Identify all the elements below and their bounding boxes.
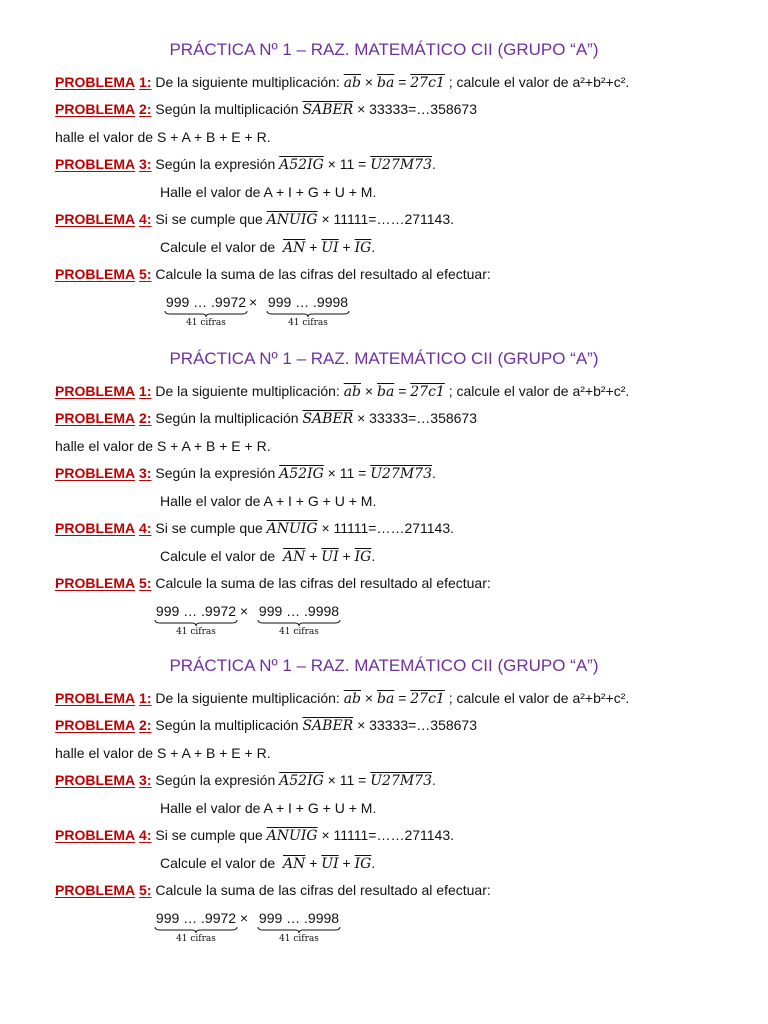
problem-number: 3 bbox=[139, 465, 147, 481]
math-u27m73: U27M73 bbox=[370, 466, 432, 482]
problem-text: Si se cumple que bbox=[155, 211, 263, 227]
problem-3-continuation: Halle el valor de A + I + G + U + M. bbox=[160, 800, 377, 816]
math-anuig: ANUIG bbox=[266, 521, 318, 537]
digit-count-label: 41 cifras bbox=[176, 627, 216, 637]
math-an: $\overline{AN}$ bbox=[282, 549, 306, 565]
period: . bbox=[432, 772, 436, 788]
math-saber: SABER bbox=[302, 718, 354, 734]
problem-2 bbox=[55, 409, 477, 428]
factor-number: 999 … .9972 bbox=[165, 294, 247, 310]
problem-colon: : bbox=[146, 575, 152, 591]
problem-number: 4 bbox=[139, 827, 147, 843]
problem-text: Calcule el valor de bbox=[160, 548, 276, 564]
problem-colon: : bbox=[146, 717, 152, 733]
problem-colon: : bbox=[146, 156, 152, 172]
math-ig: $\overline{IG}$ bbox=[354, 240, 372, 256]
math-ba: $\overline{ba}$ bbox=[376, 384, 395, 400]
math-a52ig: A52IG bbox=[279, 773, 324, 789]
digit-count-label: 41 cifras bbox=[279, 627, 319, 637]
problem-number: 5 bbox=[139, 266, 147, 282]
problem-number: 3 bbox=[139, 772, 147, 788]
problem-label: PROBLEMA bbox=[55, 827, 136, 843]
problem-label: PROBLEMA bbox=[55, 520, 136, 536]
underbrace-icon bbox=[257, 619, 341, 627]
problem-number: 1 bbox=[139, 690, 147, 706]
math-ig: $\overline{IG}$ bbox=[354, 549, 372, 565]
problem-colon: : bbox=[146, 520, 152, 536]
problem-5 bbox=[55, 574, 491, 592]
times-sign: × bbox=[364, 74, 374, 90]
problem-text: Según la multiplicación bbox=[155, 717, 299, 733]
equals-sign: = bbox=[398, 690, 407, 706]
problem-text: Si se cumple que bbox=[155, 827, 263, 843]
problem-text: De la siguiente multiplicación: bbox=[155, 690, 340, 706]
problem-label: PROBLEMA bbox=[55, 156, 136, 172]
underbrace-factor-2 bbox=[257, 910, 341, 944]
problem-label: PROBLEMA bbox=[55, 772, 136, 788]
digit-count-label: 41 cifras bbox=[186, 318, 226, 328]
underbrace-icon bbox=[154, 619, 238, 627]
problem-4 bbox=[55, 519, 454, 538]
times-sign: × bbox=[240, 603, 249, 619]
problem-label: PROBLEMA bbox=[55, 575, 136, 591]
math-27c1: 27c1 bbox=[410, 384, 445, 400]
problem-number: 5 bbox=[139, 575, 147, 591]
problem-2 bbox=[55, 100, 477, 119]
math-ba: $\overline{ba}$ bbox=[376, 75, 395, 91]
problem-number: 2 bbox=[139, 101, 147, 117]
digit-count-label: 41 cifras bbox=[279, 934, 319, 944]
math-ba: $\overline{ba}$ bbox=[376, 691, 395, 707]
problem-2-continuation: halle el valor de S + A + B + E + R. bbox=[55, 129, 271, 145]
math-saber: SABER bbox=[302, 411, 354, 427]
problem-label: PROBLEMA bbox=[55, 465, 136, 481]
math-ab: $\overline{ab}$ bbox=[343, 691, 362, 707]
problem-5 bbox=[55, 881, 491, 899]
math-ui: $\overline{UI}$ bbox=[321, 549, 339, 565]
factor-number: 999 … .9972 bbox=[155, 910, 237, 926]
problem-label: PROBLEMA bbox=[55, 410, 136, 426]
underbrace-factor-1 bbox=[154, 603, 238, 637]
problem-text-rest: × 33333=…358673 bbox=[357, 101, 477, 117]
problem-text: De la siguiente multiplicación: bbox=[155, 74, 340, 90]
problem-number: 5 bbox=[139, 882, 147, 898]
problem-text-rest: ; calcule el valor de a²+b²+c². bbox=[448, 690, 630, 706]
plus-sign: + bbox=[309, 855, 318, 871]
math-ig: $\overline{IG}$ bbox=[354, 856, 372, 872]
problem-label: PROBLEMA bbox=[55, 690, 136, 706]
underbrace-icon bbox=[154, 926, 238, 934]
problem-label: PROBLEMA bbox=[55, 101, 136, 117]
period: . bbox=[371, 548, 376, 564]
problem-3 bbox=[55, 771, 436, 790]
problem-4 bbox=[55, 826, 454, 845]
problem-colon: : bbox=[146, 410, 152, 426]
practice-block-1 bbox=[0, 40, 768, 350]
problem-text-rest: × 33333=…358673 bbox=[357, 410, 477, 426]
problem-label: PROBLEMA bbox=[55, 717, 136, 733]
math-a52ig: A52IG bbox=[279, 466, 324, 482]
problem-text-rest: × 11111=……271143. bbox=[321, 520, 455, 536]
problem-colon: : bbox=[146, 772, 152, 788]
problem-2-continuation: halle el valor de S + A + B + E + R. bbox=[55, 745, 271, 761]
problem-colon: : bbox=[146, 465, 152, 481]
problem-colon: : bbox=[146, 101, 152, 117]
times-sign: × bbox=[364, 690, 374, 706]
problem-colon: : bbox=[146, 211, 152, 227]
problem-text: De la siguiente multiplicación: bbox=[155, 383, 340, 399]
factor-number: 999 … .9998 bbox=[258, 603, 340, 619]
problem-text: Calcule el valor de bbox=[160, 855, 276, 871]
problem-text: Calcule la suma de las cifras del resultado al efectuar: bbox=[155, 575, 491, 591]
problem-2 bbox=[55, 716, 477, 735]
practice-title: PRÁCTICA Nº 1 – RAZ. MATEMÁTICO CII (GRUPO “A”) bbox=[169, 40, 599, 59]
math-an: $\overline{AN}$ bbox=[282, 240, 306, 256]
plus-sign: + bbox=[342, 239, 351, 255]
problem-1 bbox=[55, 73, 629, 92]
period: . bbox=[371, 239, 376, 255]
problem-colon: : bbox=[146, 690, 152, 706]
digit-count-label: 41 cifras bbox=[288, 318, 328, 328]
problem-text-rest: ; calcule el valor de a²+b²+c². bbox=[448, 74, 630, 90]
factor-number: 999 … .9972 bbox=[155, 603, 237, 619]
math-ui: $\overline{UI}$ bbox=[321, 240, 339, 256]
problem-text: Según la multiplicación bbox=[155, 101, 299, 117]
plus-sign: + bbox=[342, 548, 351, 564]
problem-4 bbox=[55, 210, 454, 229]
problem-4-continuation bbox=[160, 854, 375, 873]
times-sign: × bbox=[240, 910, 249, 926]
problem-text-rest: × 11111=……271143. bbox=[321, 211, 455, 227]
plus-sign: + bbox=[342, 855, 351, 871]
math-operator: × 11 = bbox=[327, 156, 367, 172]
math-ab: $\overline{ab}$ bbox=[343, 75, 362, 91]
factor-number: 999 … .9998 bbox=[258, 910, 340, 926]
plus-sign: + bbox=[309, 239, 318, 255]
problem-1 bbox=[55, 689, 629, 708]
factor-number: 999 … .9998 bbox=[267, 294, 349, 310]
underbrace-factor-2 bbox=[257, 603, 341, 637]
problem-label: PROBLEMA bbox=[55, 266, 136, 282]
underbrace-icon bbox=[164, 310, 248, 318]
math-operator: × 11 = bbox=[327, 465, 367, 481]
math-saber: SABER bbox=[302, 102, 354, 118]
math-operator: × 11 = bbox=[327, 772, 367, 788]
underbrace-factor-1 bbox=[164, 294, 248, 328]
problem-3-continuation: Halle el valor de A + I + G + U + M. bbox=[160, 184, 377, 200]
problem-text: Calcule la suma de las cifras del resultado al efectuar: bbox=[155, 882, 491, 898]
math-anuig: ANUIG bbox=[266, 828, 318, 844]
digit-count-label: 41 cifras bbox=[176, 934, 216, 944]
problem-colon: : bbox=[146, 827, 152, 843]
problem-1 bbox=[55, 382, 629, 401]
problem-colon: : bbox=[146, 882, 152, 898]
problem-text-rest: ; calcule el valor de a²+b²+c². bbox=[448, 383, 630, 399]
equals-sign: = bbox=[398, 383, 407, 399]
math-27c1: 27c1 bbox=[410, 75, 445, 91]
problem-colon: : bbox=[146, 266, 152, 282]
problem-4-continuation bbox=[160, 238, 375, 257]
problem-text-rest: × 33333=…358673 bbox=[357, 717, 477, 733]
problem-label: PROBLEMA bbox=[55, 383, 136, 399]
practice-block-3 bbox=[0, 656, 768, 966]
problem-text: Según la expresión bbox=[155, 772, 276, 788]
underbrace-icon bbox=[266, 310, 350, 318]
problem-number: 2 bbox=[139, 410, 147, 426]
plus-sign: + bbox=[309, 548, 318, 564]
problem-4-continuation bbox=[160, 547, 375, 566]
underbrace-factor-2 bbox=[266, 294, 350, 328]
problem-text-rest: × 11111=……271143. bbox=[321, 827, 455, 843]
problem-colon: : bbox=[146, 383, 152, 399]
math-u27m73: U27M73 bbox=[370, 773, 432, 789]
problem-number: 3 bbox=[139, 156, 147, 172]
math-an: $\overline{AN}$ bbox=[282, 856, 306, 872]
problem-label: PROBLEMA bbox=[55, 882, 136, 898]
problem-text: Según la multiplicación bbox=[155, 410, 299, 426]
period: . bbox=[371, 855, 376, 871]
period: . bbox=[432, 156, 436, 172]
underbrace-factor-1 bbox=[154, 910, 238, 944]
problem-label: PROBLEMA bbox=[55, 211, 136, 227]
problem-colon: : bbox=[146, 74, 152, 90]
problem-text: Si se cumple que bbox=[155, 520, 263, 536]
problem-text: Según la expresión bbox=[155, 156, 276, 172]
period: . bbox=[432, 465, 436, 481]
practice-title: PRÁCTICA Nº 1 – RAZ. MATEMÁTICO CII (GRUPO “A”) bbox=[169, 349, 599, 368]
practice-block-2 bbox=[0, 349, 768, 659]
math-27c1: 27c1 bbox=[410, 691, 445, 707]
problem-number: 4 bbox=[139, 211, 147, 227]
math-anuig: ANUIG bbox=[266, 212, 318, 228]
problem-number: 1 bbox=[139, 383, 147, 399]
problem-3 bbox=[55, 155, 436, 174]
math-ab: $\overline{ab}$ bbox=[343, 384, 362, 400]
times-sign: × bbox=[249, 294, 258, 310]
problem-text: Calcule el valor de bbox=[160, 239, 276, 255]
problem-label: PROBLEMA bbox=[55, 74, 136, 90]
problem-2-continuation: halle el valor de S + A + B + E + R. bbox=[55, 438, 271, 454]
equals-sign: = bbox=[398, 74, 407, 90]
problem-3 bbox=[55, 464, 436, 483]
math-a52ig: A52IG bbox=[279, 157, 324, 173]
problem-3-continuation: Halle el valor de A + I + G + U + M. bbox=[160, 493, 377, 509]
math-ui: $\overline{UI}$ bbox=[321, 856, 339, 872]
problem-text: Según la expresión bbox=[155, 465, 276, 481]
problem-5 bbox=[55, 265, 491, 283]
practice-title: PRÁCTICA Nº 1 – RAZ. MATEMÁTICO CII (GRUPO “A”) bbox=[169, 656, 599, 675]
math-u27m73: U27M73 bbox=[370, 157, 432, 173]
problem-number: 4 bbox=[139, 520, 147, 536]
problem-number: 2 bbox=[139, 717, 147, 733]
underbrace-icon bbox=[257, 926, 341, 934]
problem-text: Calcule la suma de las cifras del resultado al efectuar: bbox=[155, 266, 491, 282]
times-sign: × bbox=[364, 383, 374, 399]
problem-number: 1 bbox=[139, 74, 147, 90]
